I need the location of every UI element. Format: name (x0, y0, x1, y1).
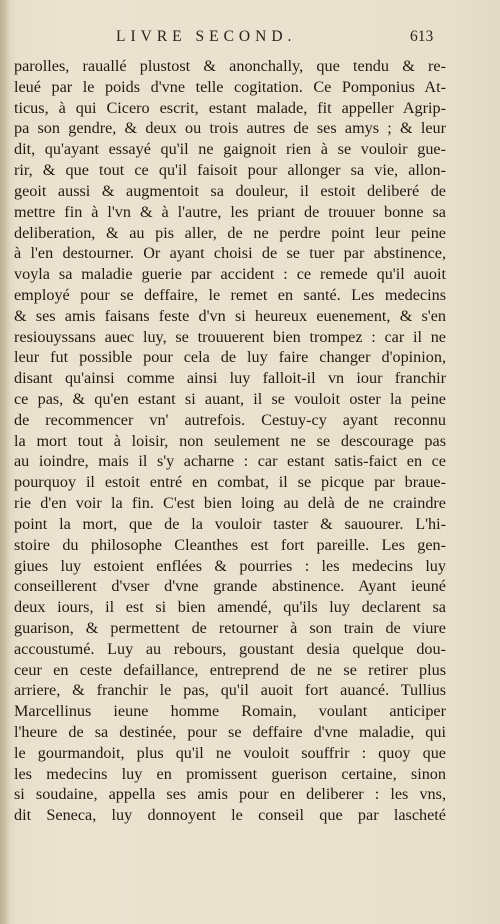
text-line: ce pas, & qu'en estant si auant, il se vouloit oster la peine (14, 390, 446, 408)
text-line: giues luy estoient enflées & pourries : les medecins luy (14, 556, 446, 575)
text-line: les medecins luy en promissent guerison certaine, sinon (14, 764, 446, 783)
text-line: au ioindre, mais il s'y acharne : car estant satis-faict en ce (14, 452, 446, 471)
text-block (14, 56, 446, 828)
text-line: geoit aussi & augmentoit sa douleur, il estoit deliberé de (14, 181, 446, 200)
text-line: conseillerent d'vser d'vne grande abstinence. Ayant ieuné (14, 577, 446, 596)
running-head (0, 28, 500, 50)
text-line: dit, qu'ayant essayé qu'il ne gaignoit rien à se vouloir gue- (14, 140, 446, 159)
page-number: 613 (410, 28, 434, 45)
text-line: leur fut possible pour cela de luy faire changer d'opinion, (14, 348, 446, 367)
text-line: parolles, rauallé plustost & anonchally, que tendu & re- (14, 57, 446, 75)
text-line: la mort tout à loisir, non seulement ne se descourage pas (14, 431, 446, 450)
text-line: stoire du philosophe Cleanthes est fort pareille. Les gen- (14, 535, 446, 554)
text-line: arriere, & franchir le pas, qu'il auoit fort auancé. Tullius (14, 681, 446, 700)
text-line: voyla sa maladie guerie par accident : ce remede qu'il auoit (14, 265, 446, 284)
text-line: de recommencer vn' autrefois. Cestuy-cy ayant reconnu (14, 410, 446, 429)
text-line: dit Seneca, luy donnoyent le conseil que par lascheté (14, 806, 446, 825)
text-line: ticus, à qui Cicero escrit, estant malade, fit appeller Agrip- (14, 98, 446, 117)
text-line: leué par le poids d'vne telle cogitation. Ce Pomponius At- (14, 77, 446, 96)
text-line: employé pour se deffaire, le remet en santé. Les medecins (14, 285, 446, 304)
text-line: resiouyssans auec luy, se trouuerent bien trompez : car il ne (14, 327, 446, 346)
text-line: à l'en destourner. Or ayant choisi de se tuer par abstinence, (14, 244, 446, 263)
text-line: ceur en ceste defaillance, entreprend de ne se retirer plus (14, 660, 446, 679)
text-line: Marcellinus ieune homme Romain, voulant anticiper (14, 702, 446, 721)
text-line: accoustumé. Luy au rebours, goustant desia quelque dou- (14, 639, 446, 658)
running-title: LIVRE SECOND. (116, 28, 297, 45)
text-line: si soudaine, appella ses amis pour en deliberer : les vns, (14, 785, 446, 804)
text-line: & ses amis faisans feste d'vn si heureux euenement, & s'en (14, 306, 446, 325)
text-line: rie d'en voir la fin. C'est bien loing au delà de ne craindre (14, 494, 446, 513)
text-line: guarison, & permettent de retourner à son train de viure (14, 618, 446, 637)
text-line: rir, & que tout ce qu'il faisoit pour allonger sa vie, allon- (14, 161, 446, 180)
text-line: le gourmandoit, plus qu'il ne vouloit souffrir : quoy que (14, 743, 446, 762)
text-line: deux iours, il est si bien amendé, qu'ils luy declarent sa (14, 598, 446, 617)
text-line: point la mort, que de la vouloir taster & sauourer. L'hi- (14, 514, 446, 533)
text-line: pourquoy il estoit entré en combat, il se picque par braue- (14, 473, 446, 492)
text-line: disant qu'ainsi comme ainsi luy falloit-il vn iour franchir (14, 369, 446, 388)
text-line: pa son gendre, & deux ou trois autres de ses amys ; & leur (14, 119, 446, 138)
text-line: mettre fin à l'vn & à l'autre, les priant de trouuer bonne sa (14, 202, 446, 221)
text-line: deliberation, & au pis aller, de ne perdre point leur peine (14, 223, 446, 242)
text-line: l'heure de sa destinée, pour se deffaire d'vne maladie, qui (14, 723, 446, 741)
gutter-shadow (0, 0, 10, 924)
